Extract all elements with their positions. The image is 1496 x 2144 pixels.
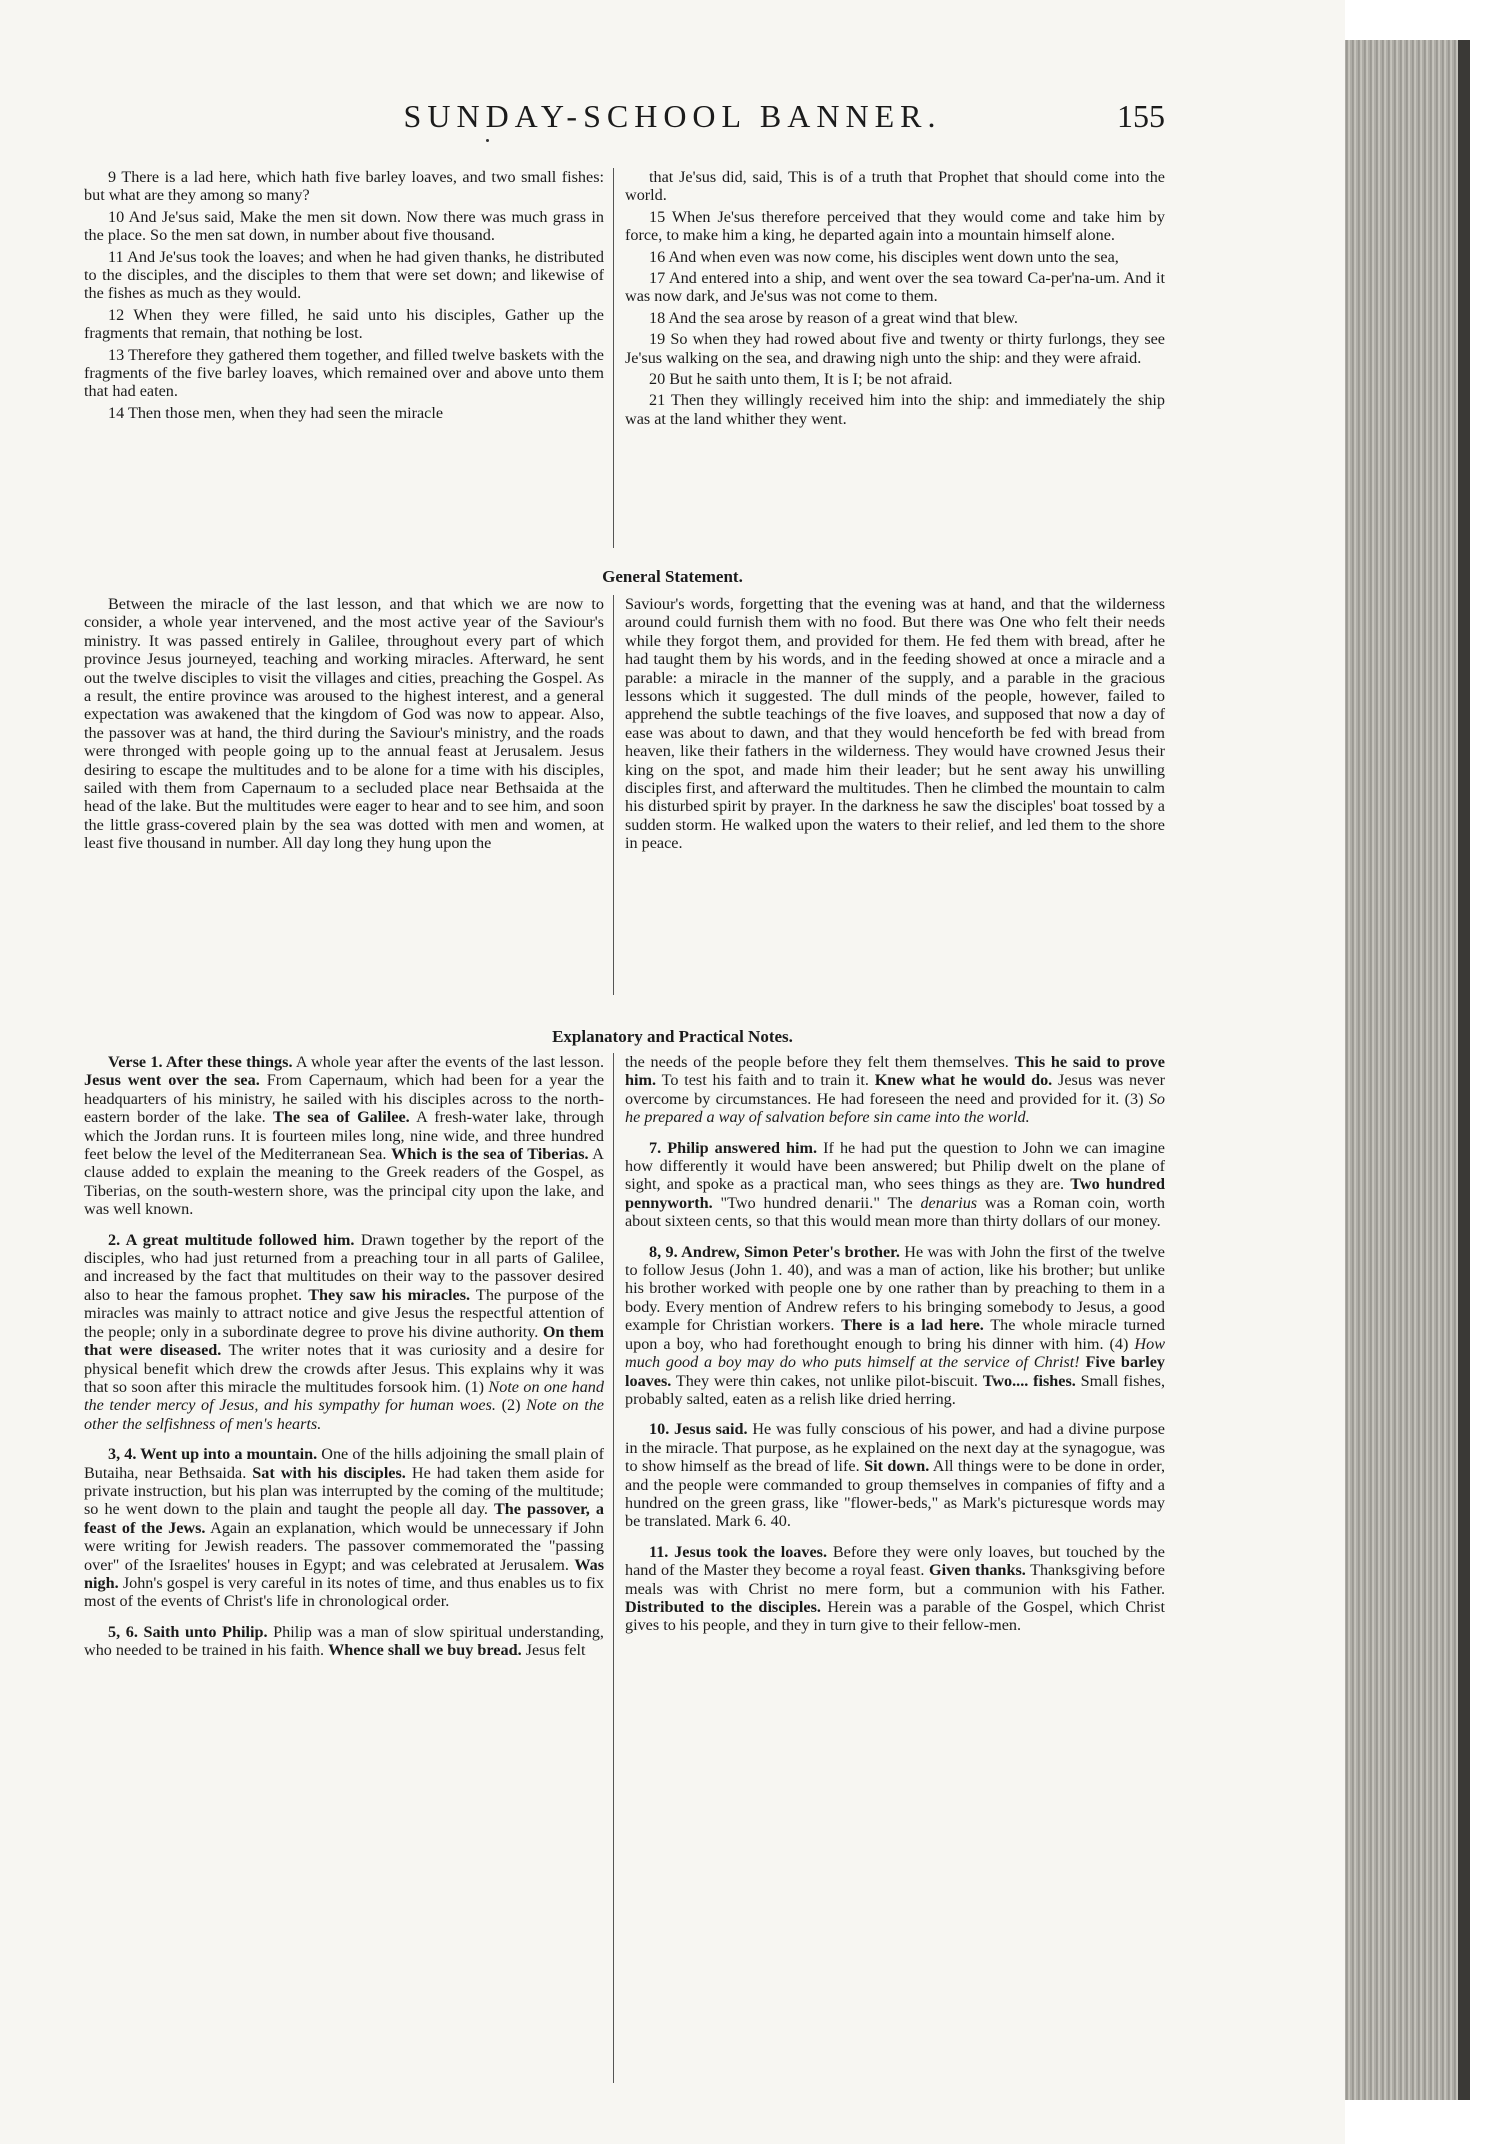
scripture-verse: 19 So when they had rowed about five and twenty or thirty furlongs, they see Je'sus walking on the sea, and drawing nigh unto the ship: and they were afraid. bbox=[625, 330, 1165, 367]
scripture-verse: 12 When they were filled, he said unto his disciples, Gather up the fragments that remain, that nothing be lost. bbox=[84, 305, 604, 343]
page-stack-edge bbox=[1345, 40, 1465, 2100]
note-text: John's gospel is very careful in its notes of time, and thus enables us to fix most of the events of Christ's life in chronological order. bbox=[84, 1573, 604, 1611]
note-application: How much good a boy may do who puts himself at the service of Christ! bbox=[625, 1334, 1165, 1372]
note-text: The purpose of the miracles was mainly to attract notice and give Jesus the respectful attention of the people; only in a subordinate degree to prove his divine authority. bbox=[84, 1285, 605, 1341]
book-spine-shadow bbox=[1458, 40, 1470, 2100]
note-text: A clause added to explain the meaning to the Greek readers of the Gospel, as Tiberias, on the south-western shore, was the principal city upon the lake, and was well known. bbox=[84, 1145, 604, 1219]
column-rule-3 bbox=[613, 1053, 614, 2083]
note-text: Before they were only loaves, but touched by the hand of the Master they become a royal feast. bbox=[625, 1542, 1165, 1580]
note-application: So he prepared a way of salvation before sin came into the world. bbox=[625, 1089, 1165, 1127]
periodical-title: SUNDAY-SCHOOL BANNER. bbox=[403, 98, 942, 134]
note-keyword: This he said to prove him. bbox=[625, 1053, 1165, 1090]
note-paragraph bbox=[84, 1623, 604, 1660]
note-keyword: Which is the sea of Tiberias. bbox=[391, 1145, 589, 1164]
note-text: Herein was a parable of the Gospel, which Christ gives to his people, and they in turn give to their fellow-men. bbox=[625, 1597, 1165, 1635]
note-keyword: There is a lad here. bbox=[841, 1316, 984, 1335]
scripture-verse: 20 But he saith unto them, It is I; be not afraid. bbox=[649, 370, 953, 389]
note-paragraph bbox=[625, 1139, 1165, 1231]
note-text: The whole miracle turned upon a boy, who had forethought enough to bring his dinner with him. (4) bbox=[625, 1316, 1166, 1353]
note-keyword: 3, 4. Went up into a mountain. bbox=[108, 1445, 318, 1464]
scripture-verse: 9 There is a lad here, which hath five barley loaves, and two small fishes: but what are they among so many? bbox=[84, 168, 604, 205]
scripture-right-column bbox=[625, 168, 1165, 431]
note-keyword: Two.... fishes. bbox=[982, 1371, 1076, 1390]
note-keyword: Given thanks. bbox=[929, 1561, 1026, 1580]
note-paragraph bbox=[625, 1420, 1165, 1530]
note-keyword: On them that were diseased. bbox=[84, 1322, 604, 1360]
scripture-verse: 14 Then those men, when they had seen the miracle bbox=[108, 403, 444, 422]
note-text: The writer notes that it was curiosity and a desire for physical benefit which drew the crowds after Jesus. This explains why it was that so soon after this miracle the multitudes forsook him. (1) bbox=[84, 1341, 604, 1396]
note-text: Jesus felt bbox=[521, 1641, 586, 1660]
note-keyword: 10. Jesus said. bbox=[649, 1420, 748, 1439]
note-text: Thanksgiving before meals was with Christ no mere form, but a communion with his Father. bbox=[625, 1561, 1165, 1598]
note-text: If he had put the question to John we can imagine how differently it would have been answered; but Philip dwelt on the plane of sight, and spoke as a practical man, who sees things as they are. bbox=[625, 1138, 1165, 1194]
scripture-verse: 17 And entered into a ship, and went over the sea toward Ca-per'na-um. And it was now dark, and Je'sus was not come to them. bbox=[625, 269, 1165, 306]
note-text: A fresh-water lake, through which the Jordan runs. It is fourteen miles long, nine wide, and three hundred feet below the level of the Mediterranean Sea. bbox=[84, 1108, 604, 1164]
scripture-verse: 18 And the sea arose by reason of a great wind that blew. bbox=[649, 308, 1018, 327]
scripture-verse: 13 Therefore they gathered them together, and filled twelve baskets with the fragments of the five barley loaves, which remained over and above unto them that had eaten. bbox=[84, 345, 604, 401]
note-text: (2) bbox=[495, 1396, 527, 1415]
note-paragraph bbox=[84, 1053, 604, 1219]
scripture-verse: that Je'sus did, said, This is of a truth that Prophet that should come into the world. bbox=[625, 168, 1165, 205]
note-application: denarius bbox=[920, 1193, 978, 1212]
note-text: "Two hundred denarii." The bbox=[712, 1193, 921, 1212]
running-header bbox=[0, 98, 1345, 148]
note-keyword: Distributed to the disciples. bbox=[625, 1597, 821, 1616]
note-text: He had taken them aside for private instruction, but his plan was interrupted by the coming of the multitude; so he went down to the plain and taught the people all day. bbox=[84, 1463, 604, 1519]
note-text: Philip was a man of slow spiritual understanding, who needed to be trained in his faith. bbox=[84, 1622, 604, 1660]
note-keyword: Knew what he would do. bbox=[874, 1071, 1053, 1090]
scripture-verse: 15 When Je'sus therefore perceived that they would come and take him by force, to make him a king, he departed again into a mountain himself alone. bbox=[625, 207, 1165, 245]
scripture-verse: 11 And Je'sus took the loaves; and when he had given thanks, he distributed to the disciples, and the disciples to them that were set down; and likewise of the fishes as much as they would. bbox=[84, 247, 604, 303]
note-text: the needs of the people before they felt them themselves. bbox=[625, 1053, 1015, 1071]
note-paragraph bbox=[84, 1445, 604, 1611]
note-paragraph bbox=[625, 1543, 1165, 1635]
note-keyword: 7. Philip answered him. bbox=[649, 1138, 818, 1157]
note-keyword: Jesus went over the sea. bbox=[84, 1071, 260, 1090]
note-keyword: Five barley loaves. bbox=[625, 1353, 1165, 1390]
note-keyword: Sit down. bbox=[864, 1457, 930, 1476]
note-text: A whole year after the events of the last lesson. bbox=[292, 1053, 605, 1071]
note-text: Again an explanation, which would be unnecessary if John were writing for Jewish readers. The passover commemorated the "passing over" of the Israelites' houses in Egypt; and was celebrated at Jerusalem. bbox=[84, 1518, 604, 1574]
note-paragraph bbox=[625, 1243, 1165, 1409]
general-statement-right bbox=[625, 595, 1165, 856]
notes-heading: Explanatory and Practical Notes. bbox=[552, 1027, 793, 1046]
note-keyword: The sea of Galilee. bbox=[273, 1108, 410, 1127]
note-text: From Capernaum, which had been for a year the headquarters of his ministry, he sailed with his disciples across to the north-eastern border of the lake. bbox=[84, 1071, 604, 1127]
column-rule-2 bbox=[613, 595, 614, 995]
note-paragraph bbox=[84, 1231, 604, 1433]
note-text: He was fully conscious of his power, and had a divine purpose in the miracle. That purpose, as he explained on the next day at the synagogue, was to show himself as the bread of life. bbox=[625, 1420, 1165, 1476]
page-number: 155 bbox=[1117, 98, 1165, 134]
note-keyword: 5, 6. Saith unto Philip. bbox=[108, 1622, 268, 1641]
note-keyword: 11. Jesus took the loaves. bbox=[649, 1542, 828, 1561]
note-keyword: 2. A great multitude followed him. bbox=[108, 1230, 355, 1249]
note-text: He was with John the first of the twelve to follow Jesus (John 1. 40), and was a man of action, like his brother; but unlike his brother worked with people one by one rather than by preaching to them in a body. Every mention of Andrew refers to his bringing somebody to Jesus, a good example for Christian workers. bbox=[625, 1242, 1165, 1335]
general-statement-left bbox=[84, 595, 604, 856]
note-text: To test his faith and to train it. bbox=[656, 1071, 875, 1090]
note-keyword: Verse 1. After these things. bbox=[108, 1053, 293, 1071]
note-text: One of the hills adjoining the small plain of Butaiha, near Bethsaida. bbox=[84, 1445, 604, 1482]
scripture-verse: 21 Then they willingly received him into the ship: and immediately the ship was at the land whither they went. bbox=[625, 391, 1165, 428]
note-paragraph bbox=[625, 1053, 1165, 1127]
note-text: They were thin cakes, not unlike pilot-biscuit. bbox=[671, 1371, 983, 1390]
note-keyword: Two hundred pennyworth. bbox=[625, 1175, 1165, 1212]
note-keyword: The passover, a feast of the Jews. bbox=[84, 1500, 605, 1537]
notes-left-column bbox=[84, 1053, 604, 1663]
note-keyword: 8, 9. Andrew, Simon Peter's brother. bbox=[649, 1242, 900, 1261]
note-application: Note on one hand the tender mercy of Jesus, and his sympathy for human woes. bbox=[84, 1377, 604, 1415]
general-statement-right-text: Saviour's words, forgetting that the evening was at hand, and that the wilderness around could furnish them with no food. But there was One who felt their needs while they forgot them, and provided for them. He fed them with bread, after he had taught them by his words, and in the feeding showed at once a miracle and a parable: a miracle in the manner of the supply, and a parable in the gracious lessons which it suggested. The dull minds of the people, however, failed to apprehend the subtle teachings of the five loaves, and supposed that now a day of ease was about to dawn, and that they would henceforth be fed with bread from heaven, like their fathers in the wilderness. They would have crowned Jesus their king on the spot, and made him their leader; but he sent away his unwilling disciples first, and afterward the multitudes. Then he climbed the mountain to calm his disturbed spirit by prayer. In the darkness he saw the disciples' boat tossed by a sudden storm. He walked upon the waters to their relief, and led them to the shore in peace. bbox=[625, 595, 1165, 853]
scripture-verse: 16 And when even was now come, his disciples went down unto the sea, bbox=[649, 247, 1119, 266]
note-keyword: They saw his miracles. bbox=[308, 1285, 471, 1304]
general-statement-left-text: Between the miracle of the last lesson, and that which we are now to consider, a whole year intervened, and the most active year of the Saviour's ministry. It was passed entirely in Galilee, throughout every part of which province Jesus journeyed, teaching and working miracles. Afterward, he sent out the twelve disciples to visit the villages and cities, preaching the Gospel. As a result, the entire province was aroused to the highest interest, and a general expectation was awakened that the kingdom of God was now to appear. Also, the passover was at hand, the third during the Saviour's ministry, and the roads were thronged with people going up to the annual feast at Jerusalem. Jesus desiring to escape the multitudes and to be alone for a time with his disciples, sailed with them from Capernaum to a secluded place near Bethsaida at the head of the lake. But the multitudes were eager to hear and to see him, and soon the little grass-covered plain by the sea was dotted with men and women, at least five thousand in number. All day long they hung upon the bbox=[84, 595, 604, 853]
general-statement-heading: General Statement. bbox=[602, 567, 743, 586]
note-text: Drawn together by the report of the disciples, who had just returned from a preaching tour in all parts of Galilee, and increased by the fact that multitudes on their way to the passover desired also to hear the famous prophet. bbox=[84, 1230, 604, 1304]
note-application: Note on the other the selfishness of men's hearts. bbox=[84, 1396, 604, 1433]
note-keyword: Whence shall we buy bread. bbox=[328, 1641, 522, 1660]
note-text: All things were to be done in order, and the people were commanded to group themselves in companies of fifty and a hundred on the green grass, like "flower-beds," as Mark's picturesque words may be translated. Mark 6. 40. bbox=[625, 1457, 1166, 1531]
note-keyword: Was nigh. bbox=[84, 1555, 604, 1592]
scripture-verse: 10 And Je'sus said, Make the men sit down. Now there was much grass in the place. So the men sat down, in number about five thousand. bbox=[84, 207, 604, 245]
note-text: was a Roman coin, worth about sixteen cents, so that this would mean more than thirty dollars of our money. bbox=[625, 1193, 1165, 1231]
note-keyword: Sat with his disciples. bbox=[252, 1463, 406, 1482]
column-rule-1 bbox=[613, 168, 614, 548]
scripture-left-column bbox=[84, 168, 604, 425]
note-text: Jesus was never overcome by circumstances. He had foreseen the need and provided for it. (3) bbox=[625, 1071, 1165, 1108]
note-text: Small fishes, probably salted, eaten as a relish like dried herring. bbox=[625, 1371, 1165, 1408]
notes-right-column bbox=[625, 1053, 1165, 1638]
